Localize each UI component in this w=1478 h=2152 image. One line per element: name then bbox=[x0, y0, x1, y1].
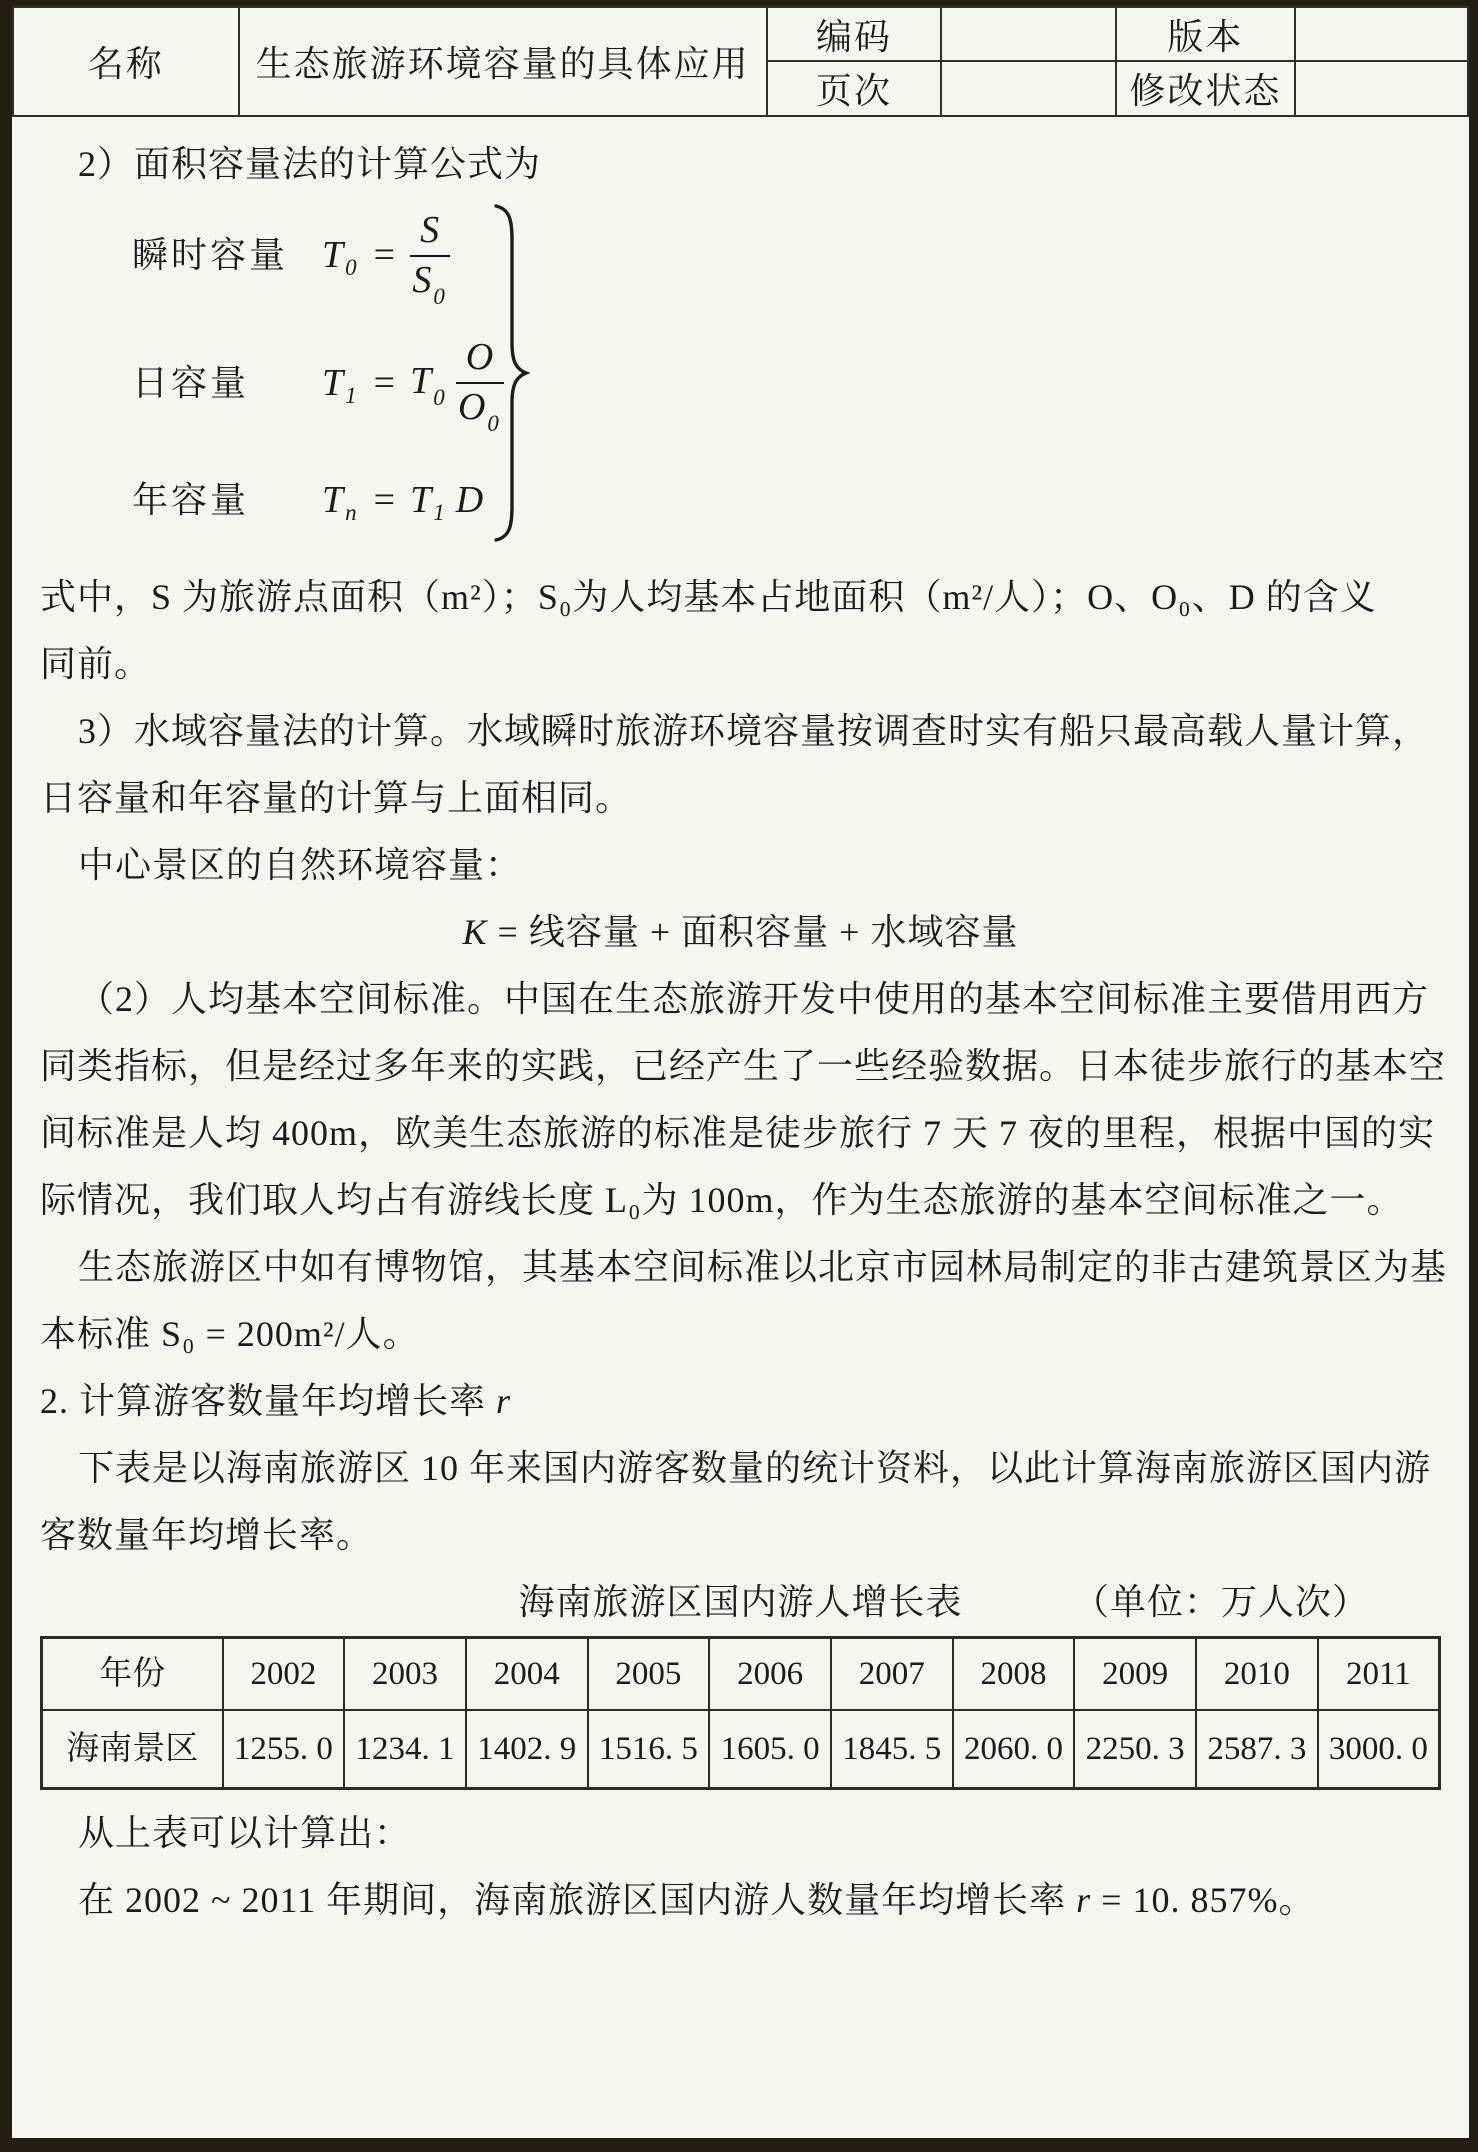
curly-brace-icon bbox=[492, 203, 532, 543]
value-cell: 2587. 3 bbox=[1196, 1710, 1318, 1789]
stats-table-title: 海南旅游区国内游人增长表 bbox=[518, 1582, 963, 1622]
math-coefficient bbox=[410, 348, 448, 419]
formula-math bbox=[322, 467, 484, 534]
year-header-cell: 2008 bbox=[953, 1638, 1075, 1711]
row-label-cell: 海南景区 bbox=[42, 1710, 223, 1789]
formula-total-capacity bbox=[40, 899, 1441, 966]
stats-header-row bbox=[42, 1638, 1440, 1711]
math-var: r bbox=[1076, 1880, 1092, 1920]
header-version-label: 版本 bbox=[1116, 7, 1295, 61]
formula-daily-capacity bbox=[132, 313, 1441, 453]
fraction-numerator: O bbox=[456, 337, 504, 384]
math-var: O bbox=[457, 386, 487, 428]
math-sub: 0 bbox=[345, 255, 358, 280]
paragraph-line: 际情况，我们取人均占有游线长度 L₀为 100m，作为生态旅游的基本空间标准之一。 bbox=[40, 1180, 1404, 1220]
year-header-cell: 2009 bbox=[1074, 1638, 1196, 1711]
value-cell: 2060. 0 bbox=[953, 1710, 1075, 1789]
header-code-value bbox=[941, 7, 1116, 61]
formula-instant-capacity bbox=[132, 198, 1441, 313]
year-header-cell: 2011 bbox=[1318, 1638, 1440, 1711]
formula-label: 年容量 bbox=[132, 480, 250, 520]
value-cell: 1845. 5 bbox=[831, 1710, 953, 1789]
math-equals: = bbox=[373, 361, 397, 404]
math-var: S bbox=[412, 258, 433, 301]
paragraph-line bbox=[40, 2068, 1441, 2135]
stats-table-title-line bbox=[40, 1569, 1441, 1636]
heading-text: 2. 计算游客数量年均增长率 bbox=[40, 1381, 497, 1421]
year-header-cell: 2006 bbox=[709, 1638, 831, 1711]
year-header-cell: 2002 bbox=[223, 1638, 345, 1711]
document-header-table bbox=[12, 6, 1469, 117]
year-header-cell: 2003 bbox=[344, 1638, 466, 1711]
paragraph-line: 中心景区的自然环境容量： bbox=[78, 845, 523, 885]
value-cell: 1255. 0 bbox=[223, 1710, 345, 1789]
paragraph-line: 从上表可以计算出： bbox=[78, 1813, 412, 1853]
paragraph-line: 下表是以海南旅游区 10 年来国内游客数量的统计资料，以此计算海南旅游区国内游 bbox=[78, 1448, 1432, 1488]
math-sub: 1 bbox=[345, 382, 358, 408]
math-var: D bbox=[455, 479, 485, 521]
math-sub: 0 bbox=[487, 411, 500, 436]
year-header-cell: 2005 bbox=[588, 1638, 710, 1711]
year-header-cell: 年份 bbox=[42, 1638, 223, 1711]
math-equals: = bbox=[373, 234, 397, 276]
header-page-value bbox=[941, 61, 1116, 116]
paragraph-line: 间标准是人均 400m，欧美生态旅游的标准是徒步旅行 7 天 7 夜的里程，根据中国的实 bbox=[40, 1113, 1436, 1153]
value-cell: 2250. 3 bbox=[1074, 1710, 1196, 1789]
math-var: T bbox=[322, 234, 345, 276]
header-code-label: 编码 bbox=[767, 7, 942, 61]
growth-result-line bbox=[40, 1867, 1441, 1934]
formula-label: 日容量 bbox=[132, 362, 250, 403]
result-value: = 10. 857%。 bbox=[1091, 1880, 1316, 1920]
math-var: T bbox=[322, 361, 345, 404]
value-cell: 1605. 0 bbox=[709, 1710, 831, 1789]
value-cell: 1516. 5 bbox=[588, 1710, 710, 1789]
math-fraction bbox=[410, 208, 450, 309]
paragraph-line: 3）水域容量法的计算。水域瞬时旅游环境容量按调查时实有船只最高载人量计算， bbox=[78, 711, 1430, 751]
paragraph-line: （2）人均基本空间标准。中国在生态旅游开发中使用的基本空间标准主要借用西方 bbox=[78, 979, 1430, 1019]
document-body bbox=[12, 117, 1469, 2135]
formula-math bbox=[322, 336, 504, 436]
paragraph-line: 式中，S 为旅游点面积（m²）；S₀为人均基本占地面积（m²/人）；O、O₀、D 的含义 bbox=[40, 577, 1377, 617]
formula-annual-capacity bbox=[132, 453, 1441, 548]
value-cell: 1234. 1 bbox=[344, 1710, 466, 1789]
paragraph-line bbox=[40, 2001, 1441, 2068]
math-equals: = bbox=[373, 479, 397, 521]
paragraph-line: 日容量和年容量的计算与上面相同。 bbox=[40, 778, 633, 818]
header-page-label: 页次 bbox=[767, 61, 942, 116]
heading-growth-rate bbox=[40, 1368, 1441, 1435]
math-var: r bbox=[496, 1381, 512, 1421]
math-sub: 0 bbox=[433, 384, 446, 410]
formula-block-area-capacity bbox=[40, 198, 1441, 548]
page-bottom-border bbox=[12, 2138, 1469, 2152]
paragraph-line: 客数量年均增长率。 bbox=[40, 1515, 374, 1555]
paragraph-line: 本标准 S₀ = 200m²/人。 bbox=[40, 1314, 420, 1354]
year-header-cell: 2007 bbox=[831, 1638, 953, 1711]
math-var: T bbox=[410, 359, 433, 402]
year-header-cell: 2010 bbox=[1196, 1638, 1318, 1711]
paragraph-line: 同类指标，但是经过多年来的实践，已经产生了一些经验数据。日本徒步旅行的基本空 bbox=[40, 1046, 1447, 1086]
header-revision-value bbox=[1295, 61, 1468, 116]
header-name-label: 名称 bbox=[13, 7, 239, 116]
document-title: 生态旅游环境容量的具体应用 bbox=[239, 7, 767, 116]
header-revision-label: 修改状态 bbox=[1116, 61, 1295, 116]
fraction-numerator: S bbox=[410, 210, 450, 257]
formula-rhs: = 线容量 + 面积容量 + 水域容量 bbox=[497, 912, 1019, 952]
value-cell: 3000. 0 bbox=[1318, 1710, 1440, 1789]
math-var: T bbox=[410, 479, 433, 521]
year-header-cell: 2004 bbox=[466, 1638, 588, 1711]
formula-label: 瞬时容量 bbox=[132, 235, 289, 275]
math-var: K bbox=[462, 912, 488, 952]
math-sub: 0 bbox=[433, 283, 446, 309]
stats-data-row bbox=[42, 1710, 1440, 1789]
paragraph-line: 生态旅游区中如有博物馆，其基本空间标准以北京市园林局制定的非古建筑景区为基 bbox=[78, 1247, 1448, 1287]
math-var: T bbox=[322, 479, 345, 521]
heading-area-method: 2）面积容量法的计算公式为 bbox=[78, 144, 542, 184]
result-text: 在 2002 ~ 2011 年期间，海南旅游区国内游人数量年均增长率 bbox=[78, 1880, 1077, 1920]
math-sub: n bbox=[345, 500, 358, 525]
paragraph-line: 同前。 bbox=[40, 644, 152, 684]
value-cell: 1402. 9 bbox=[466, 1710, 588, 1789]
stats-table bbox=[40, 1636, 1441, 1790]
stats-table-unit: （单位：万人次） bbox=[1072, 1582, 1369, 1622]
fraction-denominator bbox=[412, 257, 448, 309]
heading-dynamic-curve bbox=[40, 1934, 1441, 2001]
formula-math bbox=[322, 208, 450, 309]
math-sub: 1 bbox=[433, 500, 446, 525]
header-version-value bbox=[1295, 7, 1468, 61]
